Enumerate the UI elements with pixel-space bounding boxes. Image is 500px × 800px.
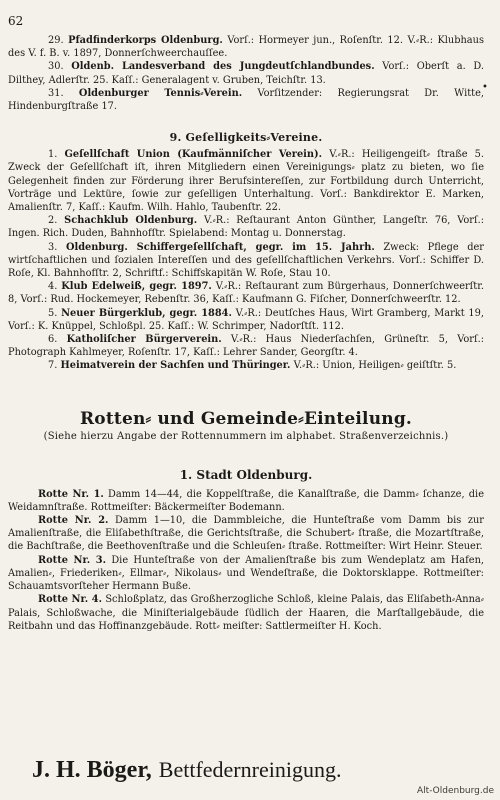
list-item — [8, 148, 484, 214]
entry-text: Vorſ.: Oberſt a. D. Dilthey, Adlerſtr. 25. Kaſſ.: Generalagent v. Gruben, Teichſtr. 13. — [8, 61, 484, 86]
entry-text: V.⸗R.: Heiligengeiſt⸗ ſtraße 5. Zweck der Geſellſchaft iſt, ihren Mitgliedern einen Vereinigungs⸗ platz zu bieten, wo ſie Gelegenheit finden zur Förderung ihrer Berufsintereſſen, zur Fortbildung durch Unterricht, Vorträge und Lektüre, ſowie zur geſelligen Unterhaltung. Vorſ.: Bankdirektor E. Marken, Amalienſtr. 7, Kaſſ.: Kaufm. Wilh. Hahlo, Taubenſtr. 22. — [8, 149, 484, 214]
list-item — [8, 280, 484, 306]
entry-name: Heimatverein der Sachſen und Thüringer. — [60, 360, 291, 372]
city-heading: 1. Stadt Oldenburg. — [179, 467, 313, 482]
entry-text: Vorſitzender: Regierungsrat Dr. Witte, Hindenburgſtraße 17. — [8, 87, 484, 113]
entry-number: Rotte Nr. 4. — [38, 594, 103, 606]
entry-number: 6. — [48, 334, 58, 346]
entry-number: 1. — [48, 149, 58, 161]
entry-name: Neuer Bürgerklub, gegr. 1884. — [61, 307, 232, 319]
advert-name: J. H. Böger, — [32, 757, 152, 783]
entry-name: Oldenburg. Schiffergeſellſchaft, gegr. im 15. Jahrh. — [65, 241, 375, 253]
entry-number: 3. — [48, 241, 58, 253]
entry-name: Schachklub Oldenburg. — [64, 215, 198, 227]
list-item — [8, 214, 484, 240]
watermark: Alt-Oldenburg.de — [416, 786, 494, 796]
entry-number: Rotte Nr. 1. — [38, 488, 104, 500]
club-list-top — [8, 34, 484, 113]
entry-text: V.⸗R.: Reſtaurant zum Bürgerhaus, Donnerſchweerſtr. 8, Vorſ.: Rud. Hockemeyer, Rebenſtr. 36, Kaſſ.: Kaufmann G. Fiſcher, Donnerſchweerſtr. 12. — [8, 281, 484, 306]
geselligkeit-list — [8, 148, 484, 372]
advertisement — [32, 757, 492, 784]
entry-text: Zweck: Pflege der wirtſchaftlichen und ſozialen Intereſſen und des geſellſchaftlichen Verkehrs. Vorſ.: Schiffer D. Roſe, Kl. Bahnhofſtr. 2, Schriftf.: Schiffskapitän W. Roſe, Stau 10. — [8, 241, 484, 280]
entry-text: Schloßplatz, das Großherzogliche Schloß, kleine Palais, das Eliſabeth⸗Anna⸗Palais, Schloßwache, die Miniſterialgebäude ſüdlich der Haaren, die Marſtallgebäude, die Reitbahn und das Hoffinanzgebäude. Rott⸗ meiſter: Sattlermeiſter H. Koch. — [8, 594, 484, 632]
entry-name: Geſellſchaft Union (Kaufmänniſcher Verein). — [64, 149, 323, 161]
advert-text: Bettfedernreinigung. — [158, 757, 342, 782]
list-item — [8, 359, 484, 372]
entry-number: 5. — [48, 307, 58, 319]
entry-text: V.⸗R.: Union, Heiligen⸗ geiſtſtr. 5. — [293, 360, 457, 372]
section-title-geselligkeit: 9. Geſelligkeits⸗Vereine. — [169, 131, 323, 145]
list-item — [8, 514, 484, 554]
entry-text: Vorſ.: Hormeyer jun., Roſenſtr. 12. V.⸗R.: Klubhaus des V. f. B. v. 1897, Donnerſchweerchauſſee. — [8, 35, 484, 60]
entry-text: V.⸗R.: Deutſches Haus, Wirt Gramberg, Markt 19, Vorſ.: K. Knüppel, Schloßpl. 25. Kaſſ.: W. Schrimper, Nadorſtſt. 112. — [8, 307, 484, 332]
entry-text: V.⸗R.: Reſtaurant Anton Günther, Langeſtr. 76, Vorſ.: Ingen. Rich. Duden, Bahnhofſtr. Spielabend: Montag u. Donnerstag. — [8, 215, 485, 240]
rotten-title: Rotten⸗ und Gemeinde⸗Einteilung. — [79, 408, 413, 429]
entry-name: Oldenb. Landesverband des Jungdeutſchlandbundes. — [71, 61, 375, 73]
entry-number: 2. — [48, 215, 58, 227]
rotten-note: (Siehe hierzu Angabe der Rottennummern im alphabet. Straßenverzeichnis.) — [43, 430, 449, 442]
entry-text: Die Hunteſtraße von der Amalienſtraße bis zum Wendeplatz am Hafen, Amalien⸗, Friederiken⸗, Ellmar⸗, Nikolaus⸗ und Wendeſtraße, die Doktorsklappe. Rottmeiſter: Schauamtsvorſteher Hermann Buße. — [8, 554, 484, 593]
list-item — [8, 87, 484, 113]
list-item — [8, 307, 484, 333]
entry-number: Rotte Nr. 3. — [38, 554, 107, 566]
entry-name: Katholiſcher Bürgerverein. — [66, 334, 222, 346]
list-item — [8, 593, 484, 633]
list-item — [8, 241, 484, 281]
entry-name: Pfadfinderkorps Oldenburg. — [68, 35, 223, 46]
list-item — [8, 488, 484, 514]
list-item — [8, 554, 484, 594]
page-number: 62 — [8, 14, 24, 28]
entry-text: V.⸗R.: Haus Niederſachſen, Grüneſtr. 5, Vorſ.: Photograph Kahlmeyer, Roſenſtr. 17, Kaſſ.: Lehrer Sander, Georgſtr. 4. — [8, 334, 485, 359]
entry-text: Damm 1—10, die Dammbleiche, die Hunteſtraße vom Damm bis zur Amalienſtraße, die Eliſabethſtraße, die Gerichtsſtraße, die Schubert⸗ ſtraße, die Mozartſtraße, die Bachſtraße, die Beethovenſtraße und die Schleuſen⸗ ſtraße. Rottmeiſter: Wirt Heinr. Steuer. — [8, 515, 484, 553]
margin-mark: • — [482, 82, 488, 93]
entry-text: Damm 14—44, die Koppelſtraße, die Kanalſtraße, die Damm⸗ ſchanze, die Weidamnſtraße. Rottmeiſter: Bäckermeiſter Bodemann. — [8, 488, 484, 513]
list-item — [8, 333, 484, 359]
list-item — [8, 34, 484, 60]
entry-number: 4. — [48, 281, 58, 293]
entry-number: 7. — [48, 360, 58, 372]
entry-number: Rotte Nr. 2. — [38, 515, 109, 527]
entry-name: Oldenburger Tennis⸗Verein. — [78, 87, 243, 99]
list-item — [8, 60, 484, 86]
entry-name: Klub Edelweiß, gegr. 1897. — [61, 281, 212, 293]
entry-number: 29. — [48, 35, 64, 46]
entry-number: 31. — [48, 87, 64, 99]
entry-number: 30. — [48, 61, 64, 73]
rotten-list — [8, 488, 484, 633]
page-body — [8, 34, 484, 633]
